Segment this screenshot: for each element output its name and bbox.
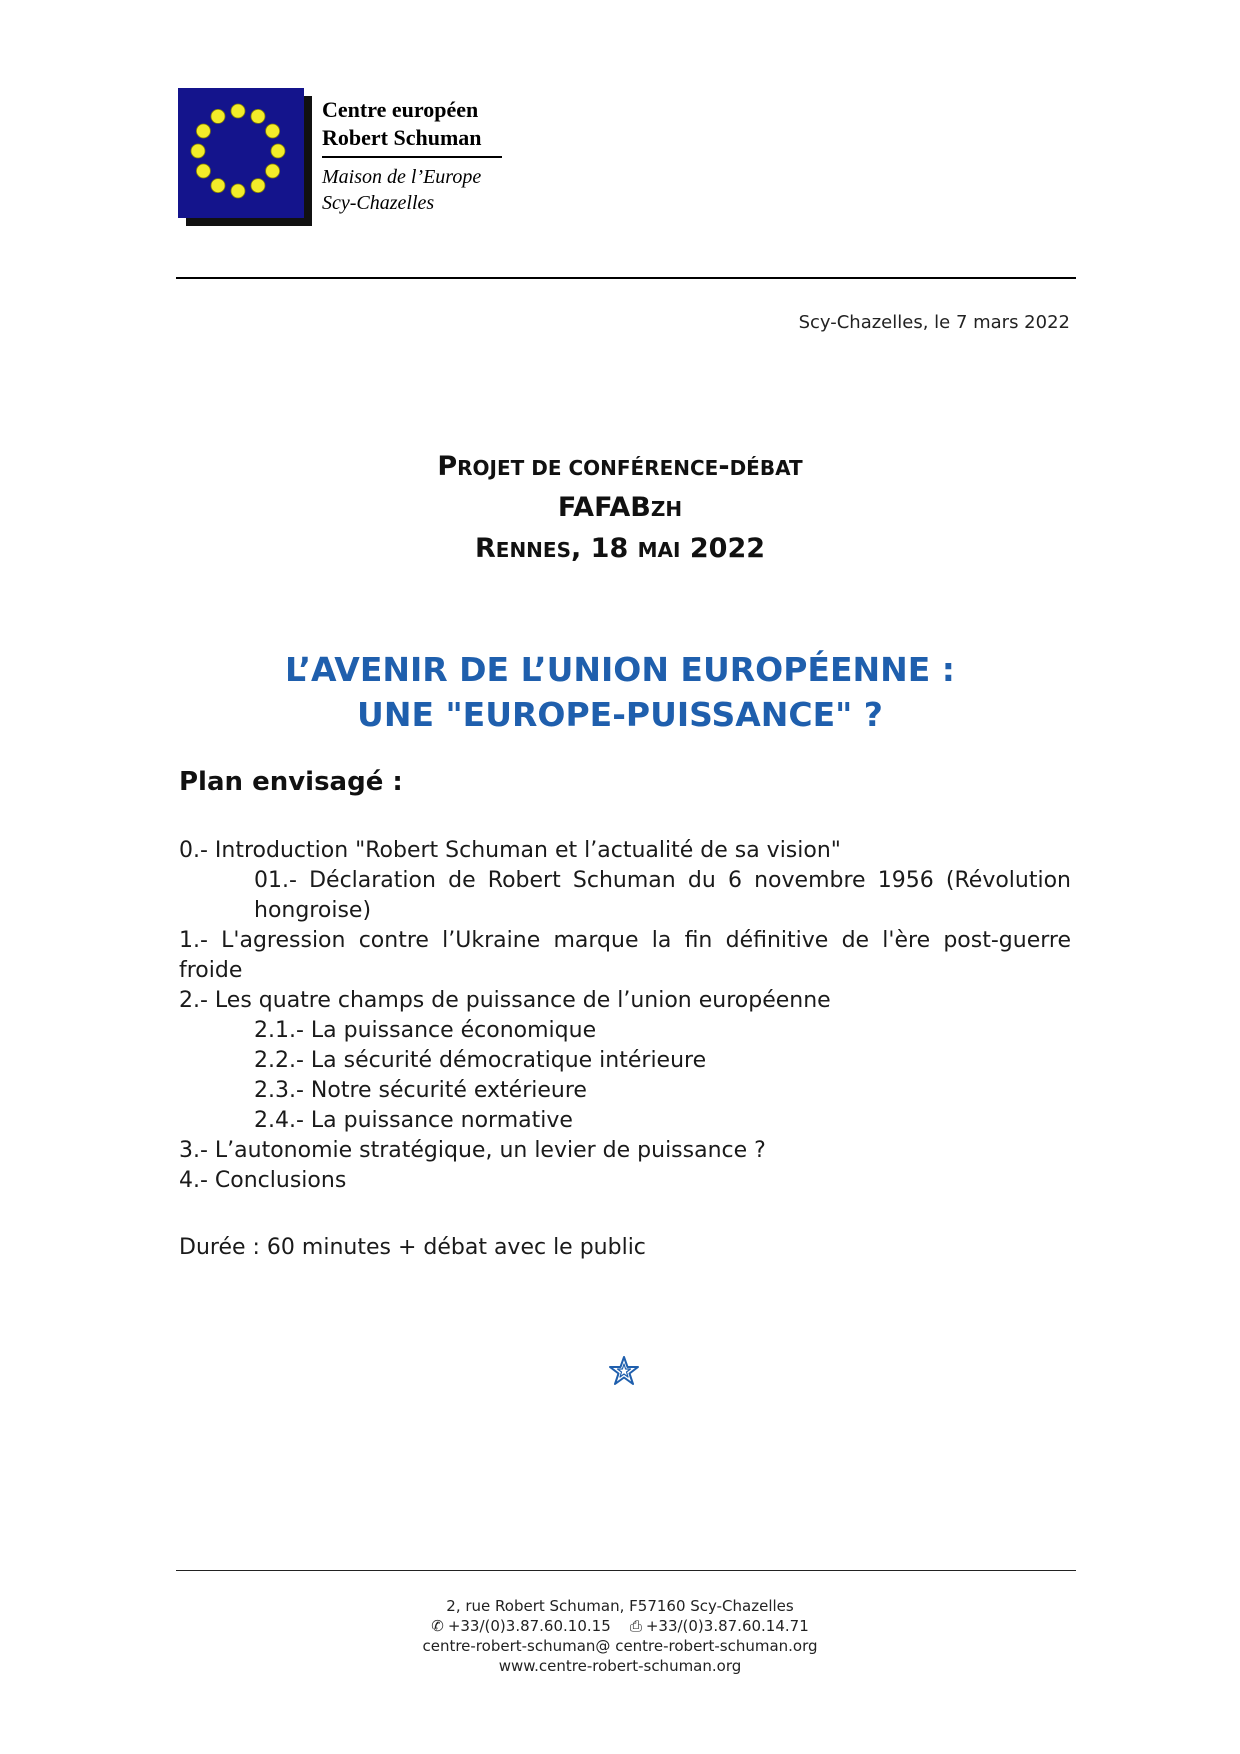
plan-subitem: 2.4.- La puissance normative <box>254 1108 573 1133</box>
plan-item: 2.- Les quatre champs de puissance de l’union européenne <box>179 988 831 1013</box>
phone-icon: ✆ <box>431 1617 444 1635</box>
footer-address: 2, rue Robert Schuman, F57160 Scy-Chazelles <box>446 1597 794 1615</box>
footer-fax: +33/(0)3.87.60.14.71 <box>645 1617 809 1635</box>
heading-cap: R <box>474 533 496 564</box>
fax-icon: ⎙ <box>629 1617 642 1635</box>
org-subtitle-line2: Scy-Chazelles <box>322 192 435 214</box>
org-name-line1: Centre européen <box>322 97 479 122</box>
footer-divider <box>176 1570 1076 1571</box>
flag-star-icon <box>211 109 225 123</box>
plan-item: 1.- L'agression contre l’Ukraine marque la fin définitive de l'ère post-guerre froide <box>179 928 1071 983</box>
flag-star-icon <box>231 184 245 198</box>
heading-line-organizer <box>0 488 1240 529</box>
flag-star-icon <box>191 144 205 158</box>
heading-smallcaps: ZH <box>650 497 683 521</box>
heading-smallcaps: ENNES <box>495 538 571 562</box>
flag-star-icon <box>196 124 210 138</box>
heading-line-place-date <box>0 529 1240 570</box>
org-name <box>322 96 502 152</box>
conference-title <box>0 647 1240 737</box>
org-subtitle-line1: Maison de l’Europe <box>322 166 482 188</box>
heading-smallcaps: DÉBAT <box>729 456 803 480</box>
heading-line-project <box>0 447 1240 488</box>
heading-dash: - <box>718 451 730 482</box>
plan-list <box>179 836 1071 1196</box>
heading-day: , 18 <box>571 533 638 564</box>
org-logo <box>178 88 312 226</box>
title-line1: L’AVENIR DE L’UNION EUROPÉENNE : <box>285 650 955 689</box>
org-divider <box>322 156 502 158</box>
plan-item: 0.- Introduction "Robert Schuman et l’actualité de sa vision" <box>179 838 841 863</box>
footer-email: centre-robert-schuman@ centre-robert-schuman.org <box>422 1637 818 1655</box>
flag-star-icon <box>251 109 265 123</box>
footer-website: www.centre-robert-schuman.org <box>498 1657 742 1675</box>
document-date: Scy-Chazelles, le 7 mars 2022 <box>798 312 1070 333</box>
header-divider <box>176 277 1076 279</box>
conference-heading <box>0 447 1240 570</box>
flag-star-icon <box>231 104 245 118</box>
european-flag-icon <box>178 88 304 218</box>
heading-organizer: FAFAB <box>557 492 651 523</box>
plan-heading: Plan envisagé : <box>179 767 403 797</box>
flag-star-icon <box>266 164 280 178</box>
flag-star-icon <box>266 124 280 138</box>
heading-year: 2022 <box>680 533 766 564</box>
flag-stars <box>178 88 304 218</box>
plan-subitem: 01.- Déclaration de Robert Schuman du 6 novembre 1956 (Révolution hongroise) <box>254 868 1071 923</box>
heading-cap: P <box>437 451 458 482</box>
flag-star-icon <box>271 144 285 158</box>
flag-star-icon <box>211 179 225 193</box>
heading-smallcaps: MAI <box>637 538 681 562</box>
plan-subitem: 2.3.- Notre sécurité extérieure <box>254 1078 587 1103</box>
plan-item: 3.- L’autonomie stratégique, un levier de puissance ? <box>179 1138 766 1163</box>
footer-phone: +33/(0)3.87.60.10.15 <box>447 1617 611 1635</box>
footer-contact <box>0 1596 1240 1676</box>
flag-star-icon <box>196 164 210 178</box>
org-subtitle <box>322 164 502 216</box>
org-name-line2: Robert Schuman <box>322 125 482 150</box>
plan-subitem: 2.1.- La puissance économique <box>254 1018 597 1043</box>
footer-phone-fax <box>0 1616 1240 1636</box>
plan-item: 4.- Conclusions <box>179 1168 347 1193</box>
star-ornament-icon <box>608 1355 640 1387</box>
duration-note: Durée : 60 minutes + débat avec le public <box>179 1235 646 1260</box>
flag-star-icon <box>251 179 265 193</box>
title-line2: UNE "EUROPE-PUISSANCE" ? <box>357 695 883 734</box>
org-identity <box>322 96 502 216</box>
heading-smallcaps: ROJET DE CONFÉRENCE <box>457 456 719 480</box>
plan-subitem: 2.2.- La sécurité démocratique intérieure <box>254 1048 707 1073</box>
